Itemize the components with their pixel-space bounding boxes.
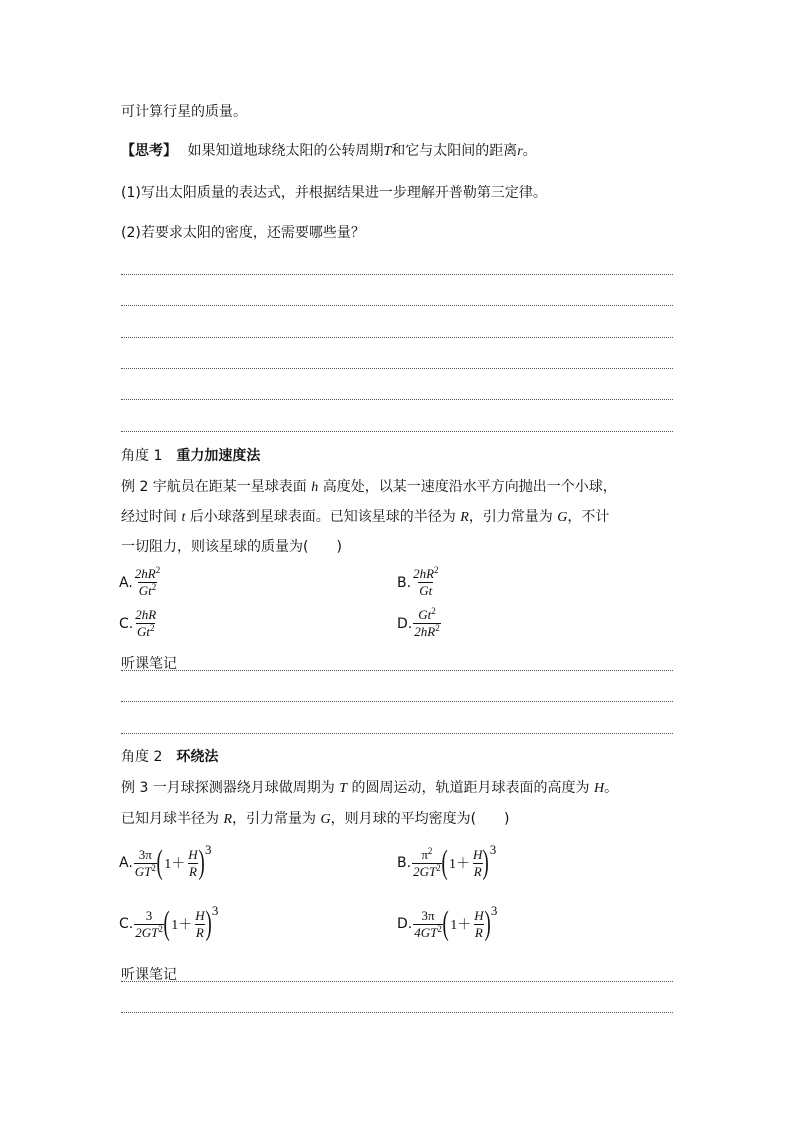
- fraction: $\frac{Gt^2}{2hR^2}$: [414, 606, 440, 639]
- ex2-option-d[interactable]: D. $\frac{Gt^2}{2hR^2}$: [397, 606, 440, 639]
- example-2-line-2: 经过时间 t 后小球落到星球表面。已知该星球的半径为 R，引力常量为 G，不计: [121, 509, 610, 525]
- angle-1-heading: 角度 1 重力加速度法: [121, 448, 261, 464]
- think-label: 【思考】: [121, 143, 177, 159]
- ex2-option-b[interactable]: B. $\frac{2hR^2}{Gt}$: [397, 565, 439, 598]
- ex2-option-c[interactable]: C. $\frac{2hR}{Gt^2}$: [119, 607, 157, 639]
- answer-line[interactable]: [121, 431, 673, 432]
- answer-line[interactable]: [121, 399, 673, 400]
- notes-line[interactable]: [121, 670, 673, 671]
- think-paragraph: 【思考】 如果知道地球绕太阳的公转周期T和它与太阳间的距离r。: [121, 143, 537, 159]
- question-2: (2)若要求太阳的密度，还需要哪些量？: [121, 225, 365, 241]
- fraction: $\frac{\pi^2}{2GT^2}$: [413, 845, 441, 879]
- fraction: $\frac{2hR}{Gt^2}$: [135, 607, 157, 639]
- ex3-option-c[interactable]: C. $\frac{3}{2GT^2}$ ( 1＋ $\frac{H}{R}$ ) 3: [119, 903, 219, 942]
- answer-line[interactable]: [121, 337, 673, 338]
- notes-line[interactable]: [121, 981, 673, 982]
- ex3-option-b[interactable]: B. $\frac{\pi^2}{2GT^2}$ ( 1＋ $\frac{H}{R}$ ) 3: [397, 842, 497, 881]
- fraction: $\frac{3}{2GT^2}$: [135, 907, 163, 940]
- example-3-line-1: 例 3 一月球探测器绕月球做周期为 T 的圆周运动，轨道距月球表面的高度为 H。: [121, 780, 619, 796]
- answer-line[interactable]: [121, 274, 673, 275]
- fraction: $\frac{3\pi}{GT^2}$: [134, 846, 156, 879]
- example-2-line-3: 一切阻力，则该星球的质量为( ): [121, 539, 342, 555]
- notes-line[interactable]: [121, 701, 673, 702]
- notes-line[interactable]: [121, 1012, 673, 1013]
- fraction: $\frac{2hR^2}{Gt^2}$: [134, 565, 161, 598]
- notes-label: 听课笔记: [121, 656, 177, 672]
- ex3-option-a[interactable]: A. $\frac{3\pi}{GT^2}$ ( 1＋ $\frac{H}{R}$ ) 3: [119, 842, 212, 881]
- notes-label: 听课笔记: [121, 967, 177, 983]
- ex2-option-a[interactable]: A. $\frac{2hR^2}{Gt^2}$: [119, 565, 161, 598]
- question-1: (1)写出太阳质量的表达式，并根据结果进一步理解开普勒第三定律。: [121, 185, 547, 201]
- answer-line[interactable]: [121, 305, 673, 306]
- answer-line[interactable]: [121, 368, 673, 369]
- notes-line[interactable]: [121, 733, 673, 734]
- fraction: $\frac{2hR^2}{Gt}$: [413, 565, 439, 598]
- intro-text: 可计算行星的质量。: [121, 104, 247, 120]
- example-3-line-2: 已知月球半径为 R，引力常量为 G，则月球的平均密度为( ): [121, 811, 510, 827]
- example-2-line-1: 例 2 宇航员在距某一星球表面 h 高度处，以某一速度沿水平方向抛出一个小球，: [121, 479, 617, 495]
- ex3-option-d[interactable]: D. $\frac{3\pi}{4GT^2}$ ( 1＋ $\frac{H}{R}$ ) 3: [397, 903, 498, 942]
- angle-2-heading: 角度 2 环绕法: [121, 749, 219, 765]
- fraction: $\frac{3\pi}{4GT^2}$: [414, 907, 442, 940]
